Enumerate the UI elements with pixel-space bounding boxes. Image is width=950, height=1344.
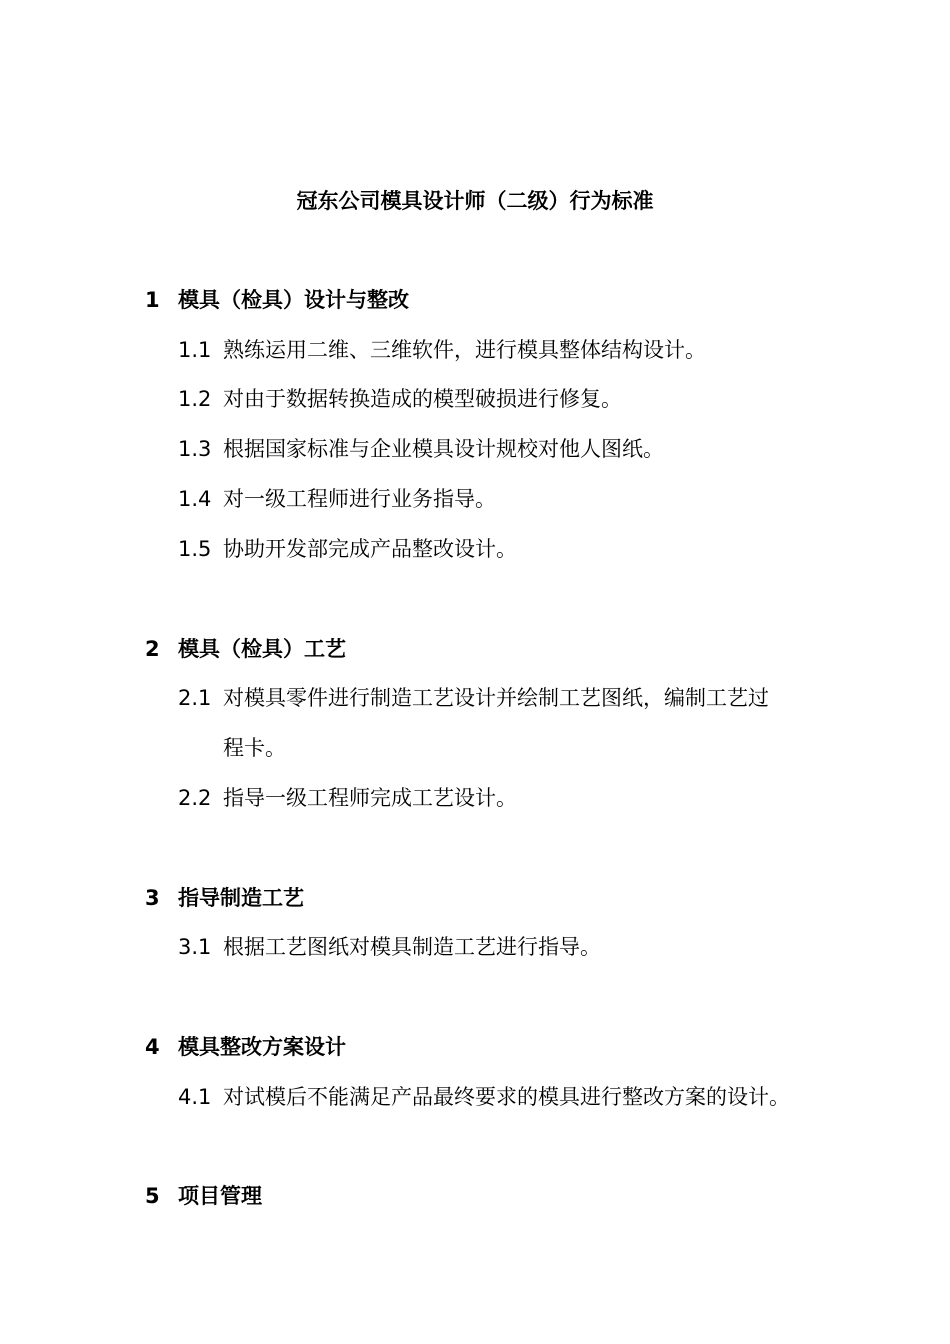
item-number: 1.4 (178, 487, 212, 511)
item-text: 对一级工程师进行业务指导。 (223, 487, 496, 511)
item-text: 对模具零件进行制造工艺设计并绘制工艺图纸，编制工艺过 (223, 686, 769, 710)
item-text: 协助开发部完成产品整改设计。 (223, 537, 517, 561)
item-number: 1.5 (178, 537, 212, 561)
section-title: 模具（检具）设计与整改 (178, 288, 409, 312)
item-number: 4.1 (178, 1085, 212, 1109)
section-title: 项目管理 (178, 1184, 262, 1208)
item-text: 熟练运用二维、三维软件，进行模具整体结构设计。 (223, 338, 706, 362)
section-number: 1 (145, 288, 160, 312)
item-text: 对试模后不能满足产品最终要求的模具进行整改方案的设计。 (223, 1085, 790, 1109)
item-number: 1.1 (178, 338, 212, 362)
item-number: 3.1 (178, 935, 212, 959)
section-title: 模具整改方案设计 (178, 1035, 346, 1059)
item-text: 指导一级工程师完成工艺设计。 (223, 786, 517, 810)
item-number: 2.2 (178, 786, 212, 810)
item-number: 1.3 (178, 437, 212, 461)
item-number: 2.1 (178, 686, 212, 710)
item-text: 根据国家标准与企业模具设计规校对他人图纸。 (223, 437, 664, 461)
item-text: 根据工艺图纸对模具制造工艺进行指导。 (223, 935, 601, 959)
item-text: 对由于数据转换造成的模型破损进行修复。 (223, 387, 622, 411)
section-title: 指导制造工艺 (178, 886, 304, 910)
section-number: 3 (145, 886, 160, 910)
document-title: 冠东公司模具设计师（二级）行为标准 (296, 189, 654, 213)
item-number: 1.2 (178, 387, 212, 411)
section-title: 模具（检具）工艺 (178, 637, 346, 661)
item-text: 程卡。 (223, 736, 286, 760)
section-number: 2 (145, 637, 160, 661)
section-number: 4 (145, 1035, 160, 1059)
section-number: 5 (145, 1184, 160, 1208)
